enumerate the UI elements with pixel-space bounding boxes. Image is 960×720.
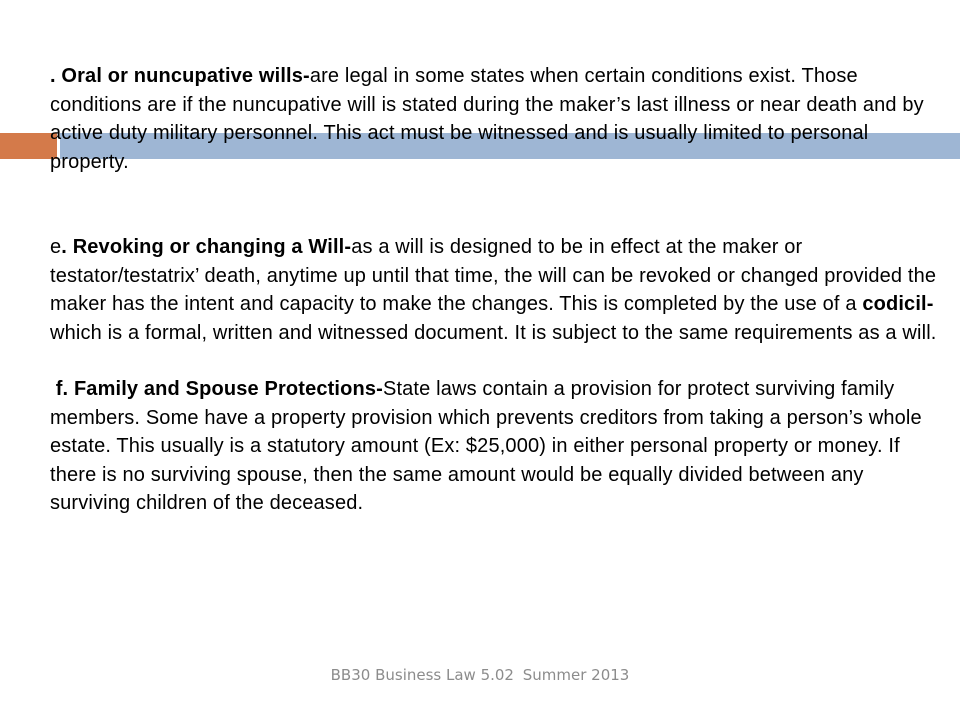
oral-wills-text: are legal in some states when certain conditions exist. Those conditions are if the nuncupative will is stated during the maker’s last illness or near death and by active duty military personnel. This act must be witnessed and is usually limited to personal property. bbox=[50, 65, 924, 173]
accent-bar-orange bbox=[0, 133, 57, 159]
slide-content bbox=[50, 62, 942, 518]
paragraph-revoking-will bbox=[50, 233, 942, 347]
oral-wills-heading: Oral or nuncupative wills- bbox=[61, 65, 310, 87]
revoking-will-text-continued: which is a formal, written and witnessed document. It is subject to the same requirements as a will. bbox=[50, 321, 937, 344]
slide-footer bbox=[0, 666, 960, 684]
paragraph-prefix: . bbox=[50, 65, 62, 87]
paragraph-family-protections bbox=[50, 375, 942, 518]
footer-course: BB30 Business Law 5.02 bbox=[330, 666, 514, 684]
codicil-term: codicil- bbox=[862, 293, 934, 315]
family-protections-heading: f. Family and Spouse Protections- bbox=[55, 378, 383, 400]
revoking-will-heading: . Revoking or changing a Will- bbox=[61, 236, 352, 258]
paragraph-prefix: e bbox=[50, 236, 62, 258]
family-protections-text: State laws contain a provision for protect surviving family members. Some have a property provision which prevents creditors from taking a person’s whole estate. This usually is a statutory amount (Ex: $25,000) in either personal property or money. If there is no surviving spouse, then the same amount would be equally divided between any surviving children of the deceased. bbox=[50, 378, 922, 514]
revoking-will-text: as a will is designed to be in effect at the maker or testator/testatrix’ death, anytime up until that time, the will can be revoked or changed provided the maker has the intent and capacity to make the changes. This is completed by the use of a bbox=[50, 236, 937, 315]
footer-term: Summer 2013 bbox=[522, 666, 630, 684]
paragraph-oral-wills bbox=[50, 62, 942, 176]
